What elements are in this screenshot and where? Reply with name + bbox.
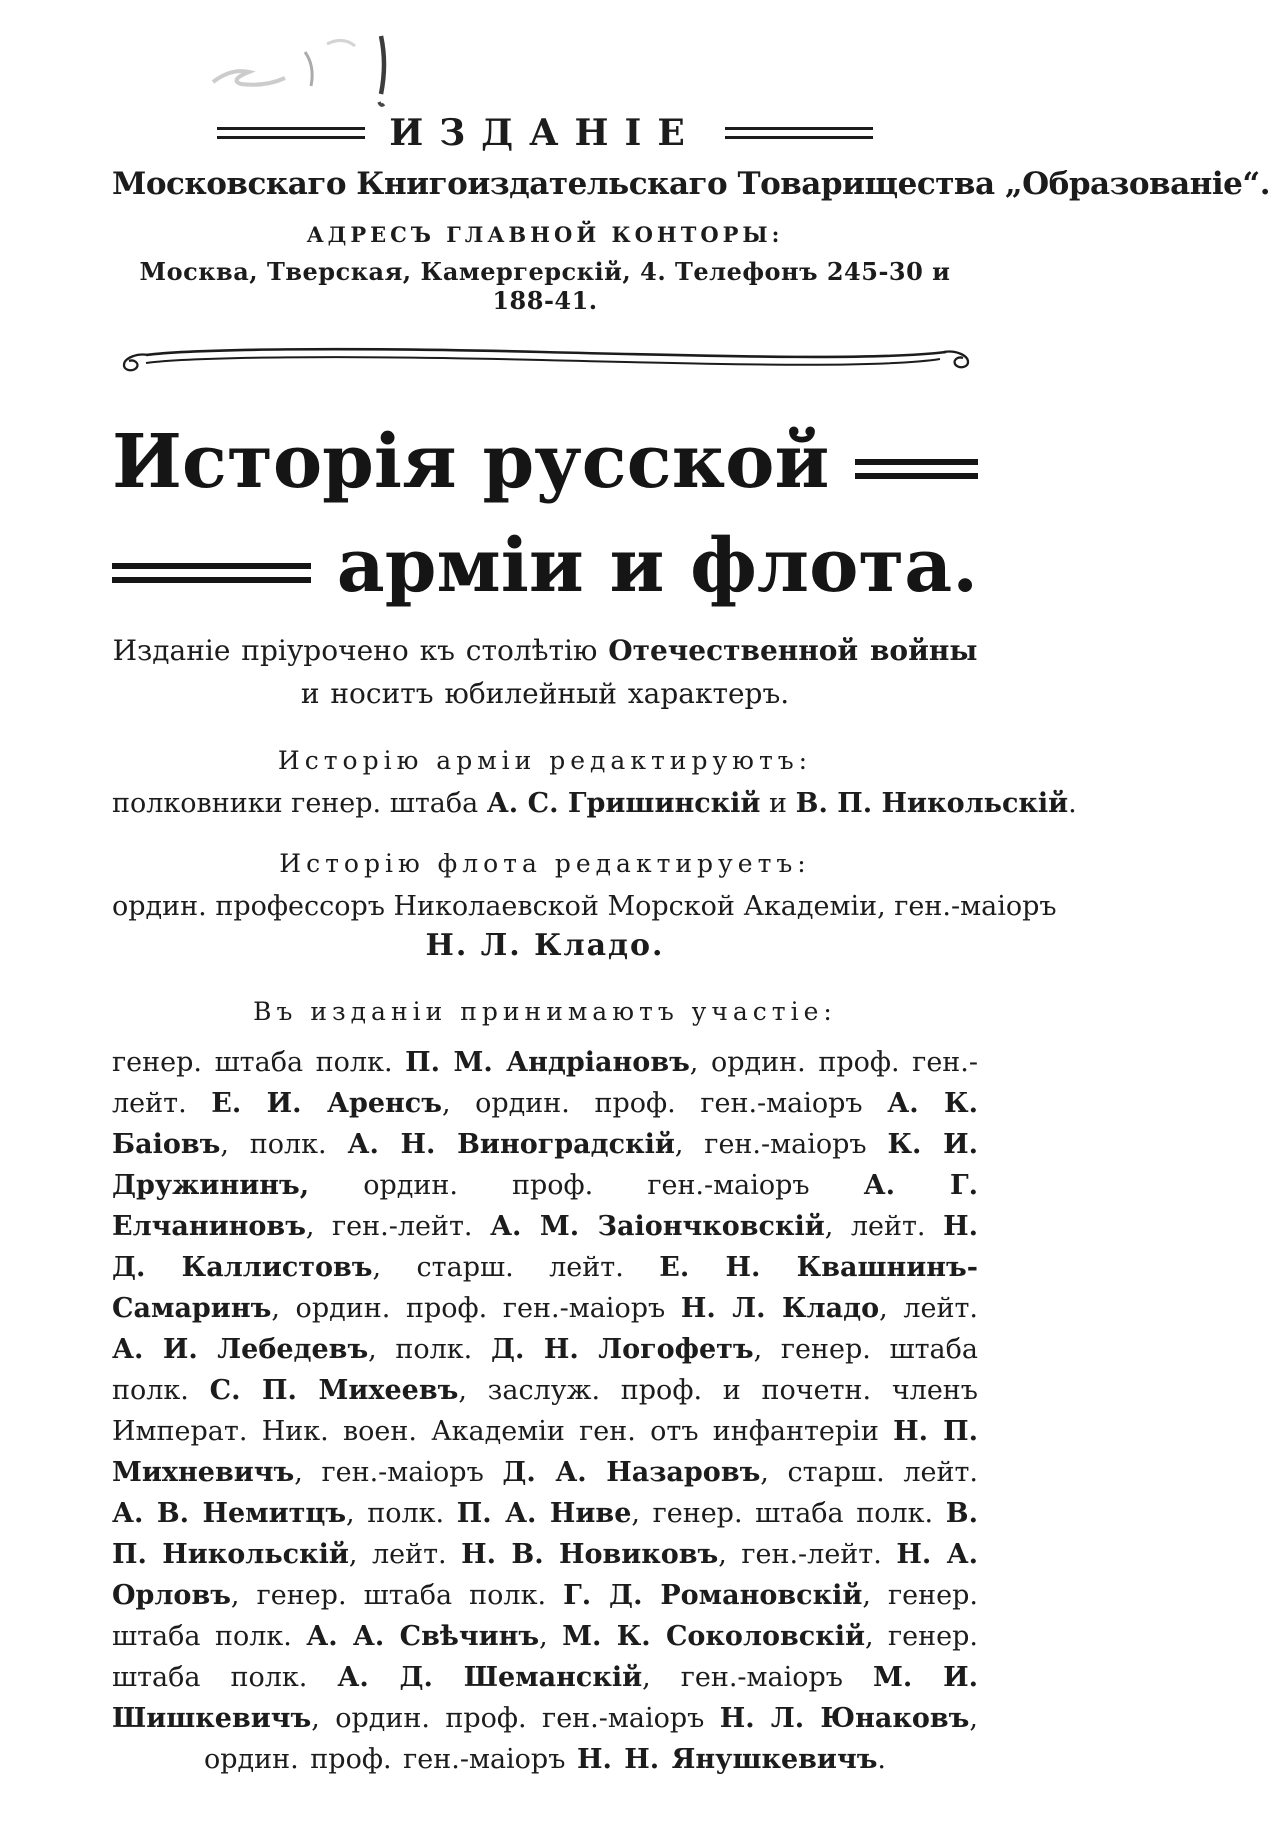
participants-heading: Въ изданіи принимаютъ участіе: xyxy=(253,996,837,1026)
person-name: Н. П. Михневичъ xyxy=(112,1415,978,1488)
flourish-divider xyxy=(112,339,978,375)
person-name: В. П. Никольскій xyxy=(795,787,1069,819)
person-name: А. Н. Виноградскій xyxy=(347,1128,675,1160)
person-name: А. М. Заіончковскій xyxy=(490,1210,825,1242)
person-name: М. И. Шишкевичъ xyxy=(112,1661,978,1734)
army-editors-line xyxy=(112,787,1077,819)
person-name: Н. Н. Янушкевичъ xyxy=(576,1743,878,1775)
text-segment: , генер. штаба полк. xyxy=(230,1579,564,1611)
text-segment: , ген.-маіоръ xyxy=(642,1661,873,1693)
fleet-editor-name: Н. Л. Кладо. xyxy=(425,927,665,963)
book-title-text-2: арміи и флота. xyxy=(336,523,978,609)
address-line: Москва, Тверская, Камергерскій, 4. Телефонъ 245-30 и 188-41. xyxy=(139,257,951,315)
person-name: А. А. Свѣчинъ xyxy=(306,1620,540,1652)
text-segment: , полк. xyxy=(220,1128,348,1160)
double-rule-right xyxy=(725,127,873,139)
person-name: М. К. Соколовскій xyxy=(562,1620,865,1652)
army-editors-heading: Исторію арміи редактируютъ: xyxy=(277,745,813,775)
text-segment: и носитъ юбилейный характеръ. xyxy=(300,677,790,711)
person-name: К. И. Дружининъ, xyxy=(112,1128,978,1201)
text-segment: , старш. лейт. xyxy=(372,1251,660,1283)
text-segment: . xyxy=(877,1743,887,1775)
fleet-editor-line: ордин. профессоръ Николаевской Морской Академіи, ген.-маіоръ xyxy=(112,890,1057,922)
publisher-name: Московскаго Книгоиздательскаго Товарищества „Образованіе“. xyxy=(112,166,1270,202)
title-rule-left xyxy=(112,563,311,583)
person-name: Отечественной войны xyxy=(608,634,978,667)
text-segment: , ген.-маіоръ xyxy=(674,1128,888,1160)
address-heading: АДРЕСЪ ГЛАВНОЙ КОНТОРЫ: xyxy=(306,222,784,247)
text-segment: ордин. проф. ген.-маіоръ xyxy=(309,1169,864,1201)
text-segment: , полк. xyxy=(368,1333,491,1365)
book-title-text-1: Исторія русской xyxy=(112,419,830,505)
participants-paragraph xyxy=(112,1042,978,1780)
text-segment: , ген.-лейт. xyxy=(718,1538,897,1570)
person-name: В. П. Никольскій xyxy=(112,1497,978,1570)
person-name: Д. А. Назаровъ xyxy=(502,1456,761,1488)
fleet-editor-heading: Исторію флота редактируетъ: xyxy=(279,848,811,878)
text-segment: , генер. штаба полк. xyxy=(631,1497,946,1529)
person-name: А. Д. Шеманскій xyxy=(337,1661,643,1693)
person-name: П. А. Ниве xyxy=(456,1497,632,1529)
text-segment: , лейт. xyxy=(348,1538,462,1570)
person-name: Н. Л. Юнаковъ xyxy=(719,1702,970,1734)
text-segment: , старш. лейт. xyxy=(760,1456,978,1488)
text-segment: , ордин. проф. ген.-лейт. xyxy=(112,1046,979,1119)
person-name: А. С. Гришинскій xyxy=(486,787,761,819)
person-name: А. В. Немитцъ xyxy=(112,1497,347,1529)
person-name: А. Г. Елчаниновъ xyxy=(112,1169,978,1242)
person-name: А. И. Лебедевъ xyxy=(112,1333,369,1365)
book-title-line1 xyxy=(112,419,978,505)
title-rule-right xyxy=(855,459,978,479)
text-segment: , ордин. проф. ген.-маіоръ xyxy=(271,1292,681,1324)
text-segment: . xyxy=(1068,787,1077,819)
text-segment: , лейт. xyxy=(824,1210,944,1242)
person-name: Е. Н. Квашнинъ-Самаринъ xyxy=(112,1251,978,1324)
page-content xyxy=(112,0,1270,1780)
text-segment: , ген.-маіоръ xyxy=(294,1456,503,1488)
text-segment: , генер. штаба полк. xyxy=(112,1579,978,1652)
text-segment: , заслуж. проф. и почетн. членъ Императ. Ник. воен. Академіи ген. отъ инфантеріи xyxy=(112,1374,978,1447)
text-segment: , генер. штаба полк. xyxy=(112,1620,978,1693)
person-name: Д. Н. Логофетъ xyxy=(490,1333,754,1365)
person-name: П. М. Андріановъ xyxy=(405,1046,690,1078)
double-rule-left xyxy=(217,127,365,139)
text-segment: , ордин. проф. ген.-маіоръ xyxy=(311,1702,720,1734)
book-title xyxy=(112,419,978,609)
edition-label: ИЗДАНІЕ xyxy=(389,112,701,154)
text-segment: Изданіе пріурочено къ столѣтію xyxy=(112,634,609,667)
text-segment: , полк. xyxy=(346,1497,457,1529)
book-title-line2 xyxy=(112,523,978,609)
person-name: А. К. Баіовъ xyxy=(112,1087,978,1160)
text-segment: и xyxy=(760,787,796,819)
person-name: Н. Л. Кладо xyxy=(680,1292,880,1324)
text-segment: , ген.-лейт. xyxy=(305,1210,491,1242)
person-name: Г. Д. Романовскій xyxy=(563,1579,863,1611)
text-segment: , ордин. проф. ген.-маіоръ xyxy=(441,1087,888,1119)
text-segment: , ордин. проф. ген.-маіоръ xyxy=(203,1702,978,1775)
text-segment: , генер. штаба полк. xyxy=(112,1333,979,1406)
text-segment: генер. штаба полк. xyxy=(112,1046,406,1078)
person-name: Н. В. Новиковъ xyxy=(461,1538,719,1570)
text-segment: полковники генер. штаба xyxy=(112,787,487,819)
person-name: Н. А. Орловъ xyxy=(112,1538,978,1611)
person-name: Е. И. Аренсъ xyxy=(211,1087,442,1119)
announcement-paragraph xyxy=(112,629,978,716)
text-segment: , лейт. xyxy=(879,1292,979,1324)
edition-header xyxy=(112,112,978,154)
text-segment: , xyxy=(539,1620,563,1652)
person-name: С. П. Михеевъ xyxy=(209,1374,459,1406)
person-name: Н. Д. Каллистовъ xyxy=(112,1210,978,1283)
